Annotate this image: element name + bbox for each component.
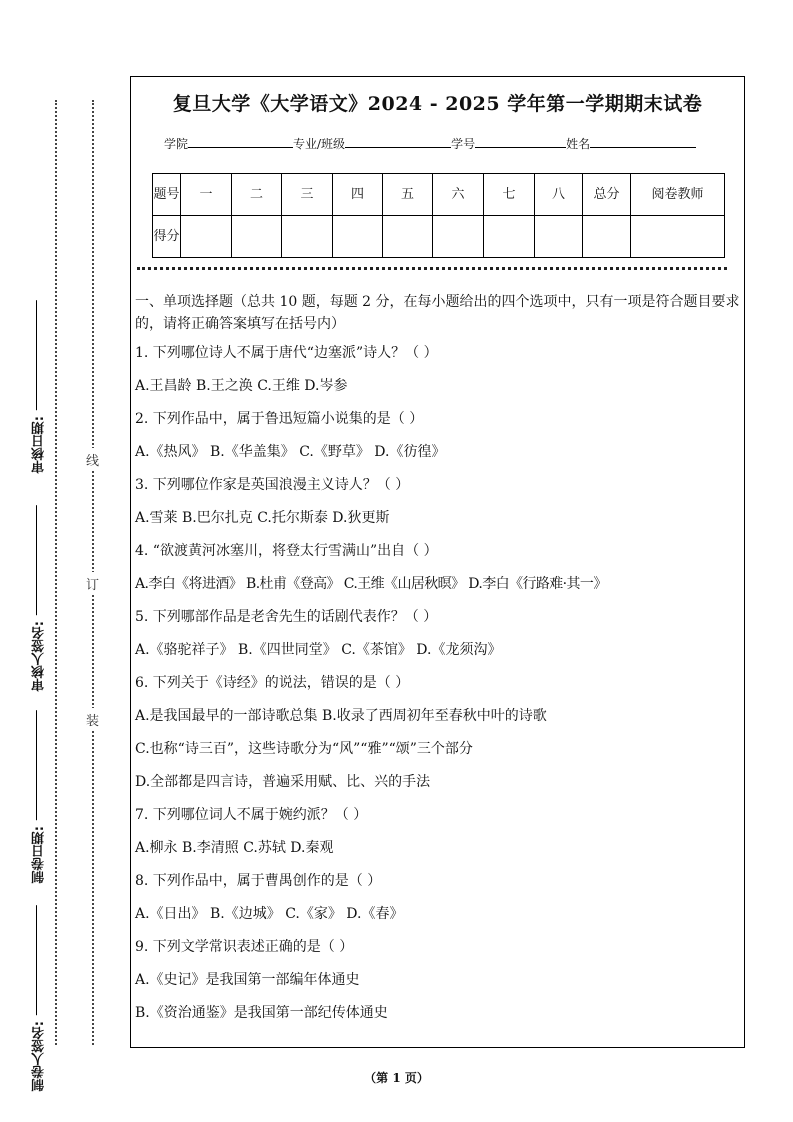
binding-mark-line: 线 [86,448,99,471]
binding-mark-ding: 订 [86,572,99,595]
row-label-tihao: 题号 [153,174,181,216]
binding-dotted-line-left [55,100,57,1045]
question-line: 8. 下列作品中，属于曹禺创作的是（ ） [135,873,382,889]
col-header-total: 总分 [583,174,631,216]
exam-frame [130,76,745,1048]
page-number: （第 1 页） [364,1071,429,1085]
col-header: 六 [433,174,484,216]
col-header: 二 [232,174,282,216]
option-line: A.《日出》 B.《边城》 C.《家》 D.《春》 [135,906,404,922]
student-no-field[interactable] [475,136,566,148]
question-line: 1. 下列哪位诗人不属于唐代“边塞派”诗人？（ ） [135,345,438,361]
review-date-label: 审核日期: [30,300,49,473]
review-signature-label: 审核人签名: [30,505,49,691]
option-line: A.《史记》是我国第一部编年体通史 [135,972,360,988]
option-line: A.李白《将进酒》 B.杜甫《登高》 C.王维《山居秋暝》 D.李白《行路难·其一》 [135,576,607,592]
score-cell[interactable] [484,216,535,258]
major-label: 专业/班级 [293,137,346,151]
question-line: 5. 下列哪部作品是老舍先生的话剧代表作？（ ） [135,609,438,625]
question-line: 9. 下列文学常识表述正确的是（ ） [135,939,354,955]
col-header: 四 [333,174,383,216]
score-cell-total[interactable] [583,216,631,258]
name-label: 姓名 [566,137,591,151]
name-field[interactable] [590,136,696,148]
col-header: 五 [383,174,433,216]
review-signature-underline [36,505,38,615]
binding-mark-zhuang: 装 [86,708,99,731]
option-line: A.雪莱 B.巴尔扎克 C.托尔斯泰 D.狄更斯 [135,510,390,526]
student-info-row [164,135,696,152]
option-line: B.《资治通鉴》是我国第一部纪传体通史 [135,1005,388,1021]
score-cell[interactable] [383,216,433,258]
section-divider [137,267,727,270]
score-cell[interactable] [282,216,333,258]
option-line: C.也称“诗三百”，这些诗歌分为“风”“雅”“颂”三个部分 [135,741,473,757]
make-date-underline [36,710,38,820]
option-line: A.王昌龄 B.王之涣 C.王维 D.岑参 [135,378,348,394]
make-date-label: 制卷日期: [30,710,49,883]
option-line: A.柳永 B.李清照 C.苏轼 D.秦观 [135,840,334,856]
score-table-header-row [153,174,725,216]
score-cell[interactable] [333,216,383,258]
question-line: 7. 下列哪位词人不属于婉约派？（ ） [135,807,368,823]
col-header: 七 [484,174,535,216]
col-header: 八 [535,174,583,216]
option-line: A.《热风》 B.《华盖集》 C.《野草》 D.《彷徨》 [135,444,446,460]
major-field[interactable] [345,136,451,148]
review-date-underline [36,300,38,410]
exam-title: 复旦大学《大学语文》2024 - 2025 学年第一学期期末试卷 [172,93,703,115]
make-signature-underline [36,905,38,1015]
college-label: 学院 [164,137,189,151]
option-line: A.《骆驼祥子》 B.《四世同堂》 C.《茶馆》 D.《龙须沟》 [135,642,502,658]
row-label-defen: 得分 [153,216,181,258]
option-line: A.是我国最早的一部诗歌总集 B.收录了西周初年至春秋中叶的诗歌 [135,708,547,724]
score-cell[interactable] [232,216,282,258]
question-line: 2. 下列作品中，属于鲁迅短篇小说集的是（ ） [135,411,424,427]
question-line: 4. “欲渡黄河冰塞川，将登太行雪满山”出自（ ） [135,543,438,559]
score-table [152,173,725,258]
col-header: 一 [181,174,232,216]
option-line: D.全部都是四言诗，普遍采用赋、比、兴的手法 [135,774,431,790]
score-cell[interactable] [433,216,484,258]
score-table-score-row [153,216,725,258]
col-header: 三 [282,174,333,216]
section-heading: 一、单项选择题（总共 10 题，每题 2 分，在每小题给出的四个选项中，只有一项是符合题目要求的，请将正确答案填写在括号内） [135,294,740,332]
score-cell[interactable] [181,216,232,258]
score-cell[interactable] [535,216,583,258]
score-cell-grader[interactable] [631,216,725,258]
question-section [135,291,740,1035]
student-no-label: 学号 [451,137,476,151]
question-line: 6. 下列关于《诗经》的说法，错误的是（ ） [135,675,410,691]
question-line: 3. 下列哪位作家是英国浪漫主义诗人？（ ） [135,477,410,493]
college-field[interactable] [188,136,293,148]
col-header-grader: 阅卷教师 [631,174,725,216]
make-signature-label: 制卷人签名: [30,905,49,1091]
